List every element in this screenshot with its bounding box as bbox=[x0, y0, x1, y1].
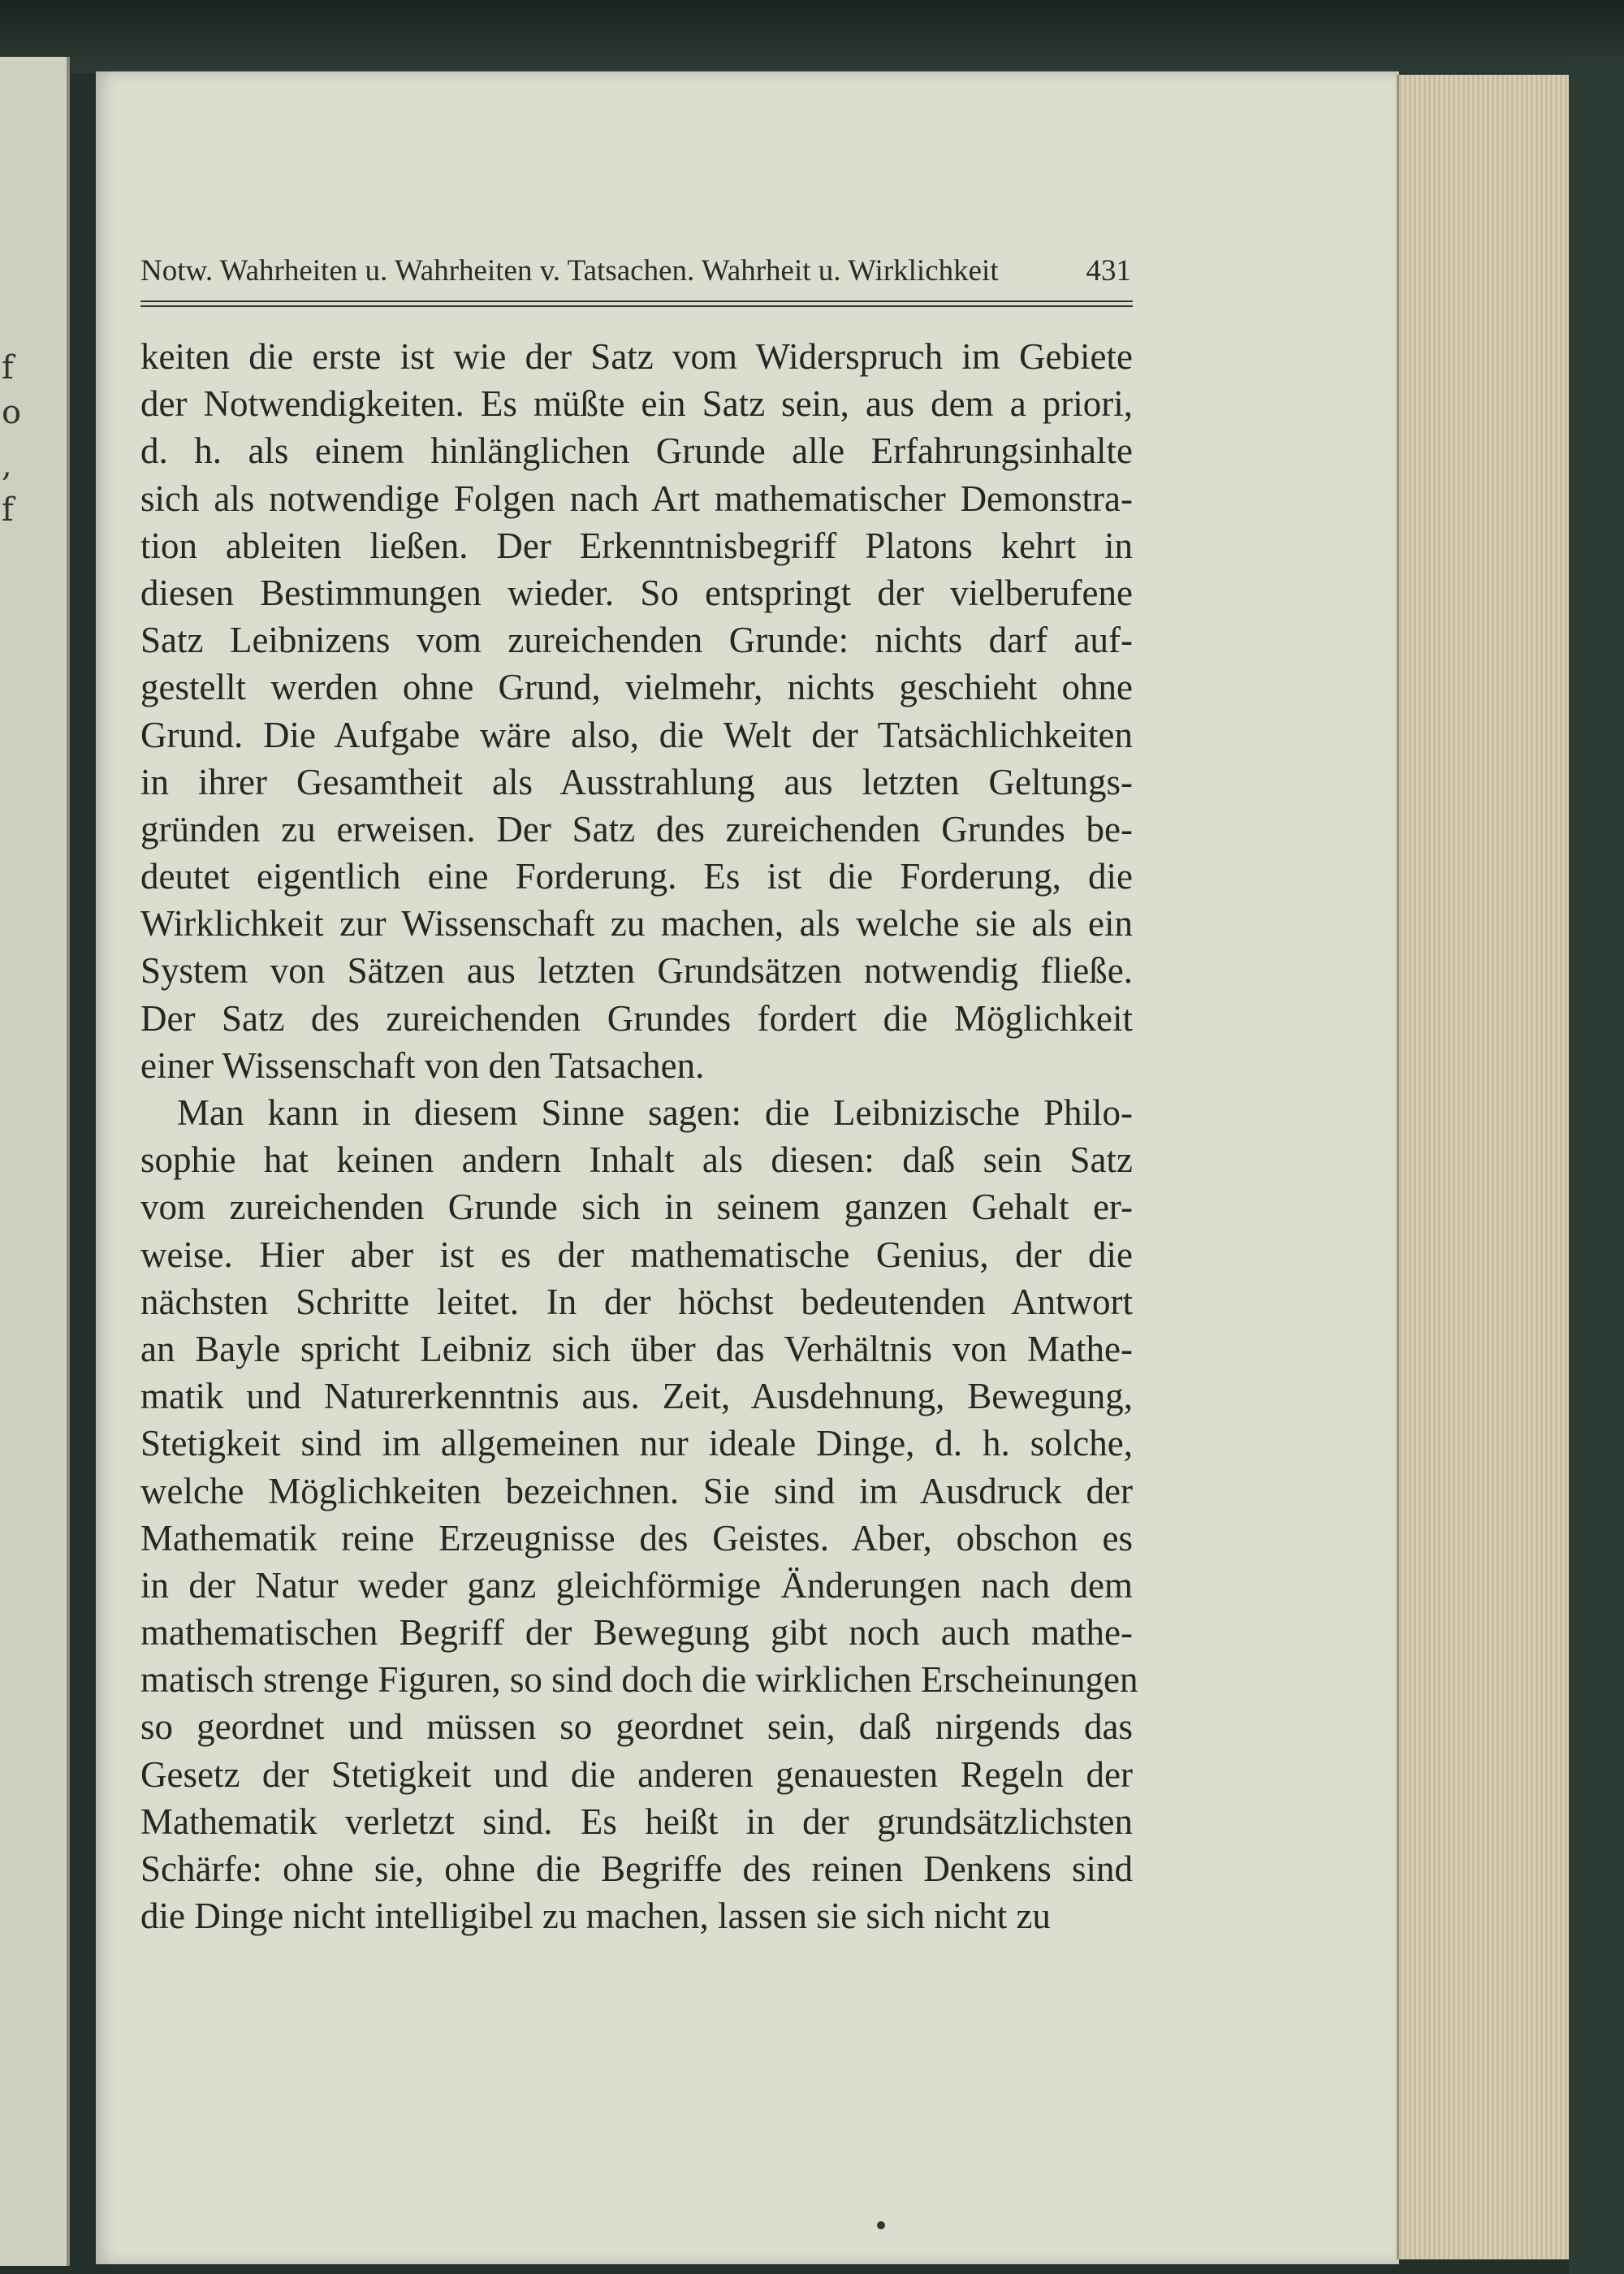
text-line: d. h. als einem hinlänglichen Grunde alle Erfahrungsinhalte bbox=[140, 430, 1133, 472]
body-text bbox=[140, 333, 1138, 1939]
text-line: diesen Bestimmungen wieder. So entspringt der vielberufene bbox=[140, 572, 1133, 613]
text-line: matisch strenge Figuren, so sind doch die wirklichen Erscheinungen bbox=[140, 1659, 1138, 1701]
book-cover-right bbox=[1569, 57, 1624, 2274]
text-line: gründen zu erweisen. Der Satz des zureichenden Grundes be- bbox=[140, 808, 1133, 850]
text-line: sophie hat keinen andern Inhalt als diesen: daß sein Satz bbox=[140, 1139, 1133, 1181]
text-line: so geordnet und müssen so geordnet sein, daß nirgends das bbox=[140, 1706, 1133, 1748]
text-line: nächsten Schritte leitet. In der höchst bedeutenden Antwort bbox=[140, 1281, 1133, 1322]
text-line: matik und Naturerkenntnis aus. Zeit, Ausdehnung, Bewegung, bbox=[140, 1376, 1133, 1417]
text-line: tion ableiten ließen. Der Erkenntnisbegriff Platons kehrt in bbox=[140, 525, 1133, 566]
text-line: in der Natur weder ganz gleichförmige Änderungen nach dem bbox=[140, 1564, 1133, 1606]
text-line: Mathematik reine Erzeugnisse des Geistes. Aber, obschon es bbox=[140, 1517, 1133, 1559]
left-page-fragment: f bbox=[2, 491, 14, 529]
text-line: Satz Leibnizens vom zureichenden Grunde: nichts darf auf- bbox=[140, 620, 1133, 661]
text-line: Grund. Die Aufgabe wäre also, die Welt der Tatsächlichkeiten bbox=[140, 714, 1133, 755]
text-line: an Bayle spricht Leibniz sich über das Verhältnis von Mathe- bbox=[140, 1328, 1133, 1369]
header-rule bbox=[140, 305, 1133, 307]
left-page-fragment: o bbox=[2, 394, 22, 431]
text-line: in ihrer Gesamtheit als Ausstrahlung aus letzten Geltungs- bbox=[140, 761, 1133, 802]
left-page-fragment: , bbox=[2, 447, 12, 484]
text-line: Man kann in diesem Sinne sagen: die Leibnizische Philo- bbox=[177, 1092, 1133, 1133]
text-line: einer Wissenschaft von den Tatsachen. bbox=[140, 1044, 705, 1086]
text-line: die Dinge nicht intelligibel zu machen, lassen sie sich nicht zu bbox=[140, 1896, 1051, 1937]
text-line: deutet eigentlich eine Forderung. Es ist die Forderung, die bbox=[140, 856, 1133, 897]
left-page-edge bbox=[0, 57, 70, 2266]
left-page-fragment: f bbox=[2, 349, 14, 387]
text-line: Der Satz des zureichenden Grundes fordert die Möglichkeit bbox=[140, 997, 1133, 1039]
text-line: vom zureichenden Grunde sich in seinem ganzen Gehalt er- bbox=[140, 1187, 1133, 1228]
text-line: System von Sätzen aus letzten Grundsätzen notwendig fließe. bbox=[140, 950, 1133, 992]
running-head bbox=[140, 253, 1131, 288]
text-line: keiten die erste ist wie der Satz vom Widerspruch im Gebiete bbox=[140, 336, 1133, 377]
header-rule bbox=[140, 300, 1133, 302]
text-line: Stetigkeit sind im allgemeinen nur ideale Dinge, d. h. solche, bbox=[140, 1423, 1133, 1464]
text-line: Gesetz der Stetigkeit und die anderen genauesten Regeln der bbox=[140, 1753, 1133, 1795]
text-line: sich als notwendige Folgen nach Art mathematischer Demonstra- bbox=[140, 478, 1133, 519]
page-number: 431 bbox=[1086, 254, 1131, 287]
text-line: der Notwendigkeiten. Es müßte ein Satz sein, aus dem a priori, bbox=[140, 383, 1133, 425]
text-line: mathematischen Begriff der Bewegung gibt noch auch mathe- bbox=[140, 1612, 1133, 1654]
page-fore-edge bbox=[1397, 75, 1571, 2259]
text-line: welche Möglichkeiten bezeichnen. Sie sind im Ausdruck der bbox=[140, 1470, 1133, 1511]
running-head-title: Notw. Wahrheiten u. Wahrheiten v. Tatsachen. Wahrheit u. Wirklichkeit bbox=[140, 254, 999, 287]
text-line: Wirklichkeit zur Wissenschaft zu machen, als welche sie als ein bbox=[140, 903, 1133, 945]
book-cover-top bbox=[0, 0, 1624, 73]
text-line: Schärfe: ohne sie, ohne die Begriffe des reinen Denkens sind bbox=[140, 1848, 1133, 1889]
text-line: gestellt werden ohne Grund, vielmehr, nichts geschieht ohne bbox=[140, 667, 1133, 708]
text-line: weise. Hier aber ist es der mathematische Genius, der die bbox=[140, 1234, 1133, 1275]
ink-spot bbox=[877, 2221, 885, 2229]
text-line: Mathematik verletzt sind. Es heißt in der grundsätzlichsten bbox=[140, 1801, 1133, 1842]
